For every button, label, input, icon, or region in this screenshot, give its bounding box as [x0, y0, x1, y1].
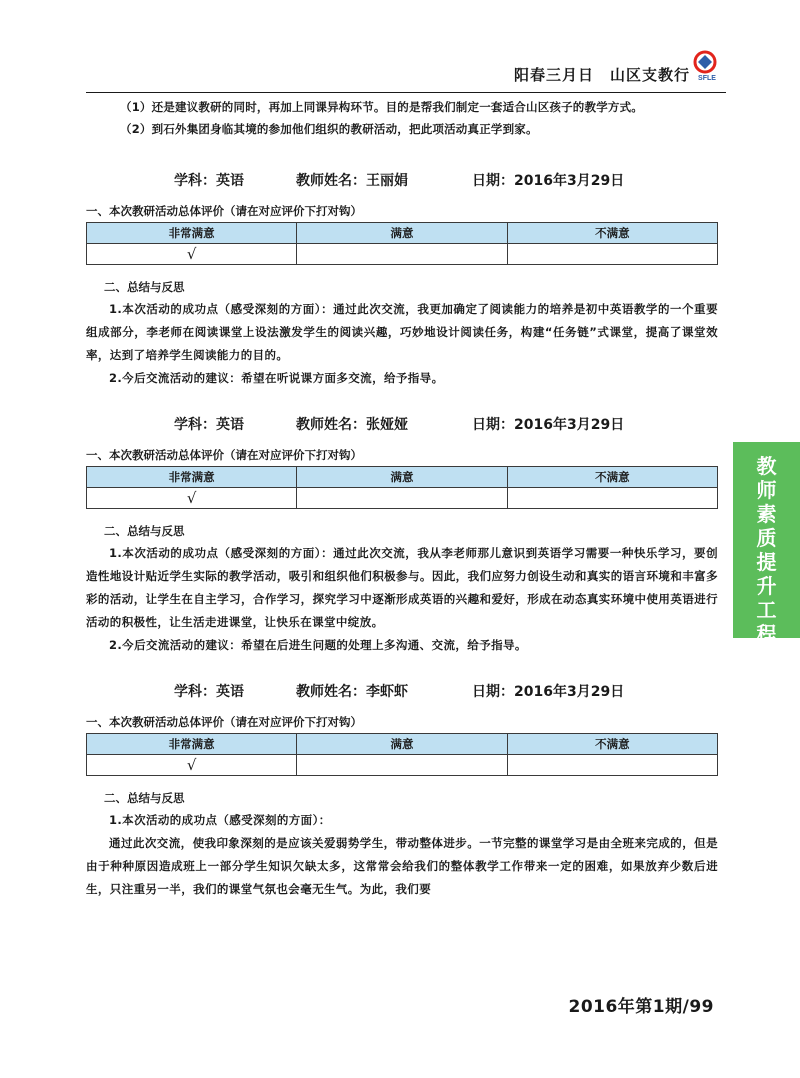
empty-cell — [297, 755, 507, 776]
col-satisfied: 满意 — [297, 734, 507, 755]
teacher-meta — [86, 414, 718, 440]
suggestion-paragraph: 2.今后交流活动的建议：希望在后进生问题的处理上多沟通、交流，给予指导。 — [109, 638, 527, 652]
checkmark-cell: √ — [87, 755, 297, 776]
subject-label: 学科：英语 — [174, 417, 244, 433]
table-row — [87, 488, 718, 509]
evaluation-section — [86, 170, 718, 390]
logo-text: SFLE — [698, 75, 716, 81]
table-header-row — [87, 223, 718, 244]
evaluation-heading: 一、本次教研活动总体评价（请在对应评价下打对钩） — [86, 715, 362, 729]
side-tab-label: 教师素质提升工程 — [756, 454, 777, 646]
success-paragraph: 通过此次交流，使我印象深刻的是应该关爱弱势学生，带动整体进步。一节完整的课堂学习是由全班来完成的，但是由于种种原因造成班上一部分学生知识欠缺太多，这常常会给我们的整体教学工作带来一定的困难，如果放弃少数后进生，只注重另一半，我们的课堂气氛也会毫无生气。为此，我们要 — [86, 836, 718, 896]
subject-label: 学科：英语 — [174, 173, 244, 189]
col-very-satisfied: 非常满意 — [87, 467, 297, 488]
checkmark-cell: √ — [87, 488, 297, 509]
empty-cell — [297, 488, 507, 509]
evaluation-table — [86, 466, 718, 509]
table-row — [87, 244, 718, 265]
success-paragraph: 1.本次活动的成功点（感受深刻的方面）：通过此次交流，我更加确定了阅读能力的培养是初中英语教学的一个重要组成部分，李老师在阅读课堂上设法激发学生的阅读兴趣，巧妙地设计阅读任务，构建“任务链”式课堂，提高了课堂效率，达到了培养学生阅读能力的目的。 — [86, 302, 718, 362]
issue-page-number: 2016年第1期/99 — [568, 997, 714, 1017]
table-header-row — [87, 467, 718, 488]
evaluation-heading: 一、本次教研活动总体评价（请在对应评价下打对钩） — [86, 204, 362, 218]
school-logo — [690, 49, 724, 81]
evaluation-table — [86, 733, 718, 776]
teacher-name: 教师姓名：李虾虾 — [296, 684, 408, 700]
col-satisfied: 满意 — [297, 223, 507, 244]
empty-cell — [297, 244, 507, 265]
activity-date: 日期：2016年3月29日 — [472, 417, 625, 433]
col-very-satisfied: 非常满意 — [87, 734, 297, 755]
section-side-tab — [733, 442, 800, 646]
header-divider — [86, 92, 726, 93]
evaluation-heading: 一、本次教研活动总体评价（请在对应评价下打对钩） — [86, 448, 362, 462]
teacher-name: 教师姓名：王丽娟 — [296, 173, 408, 189]
empty-cell — [507, 244, 717, 265]
magazine-column-title: 阳春三月日 山区支教行 — [513, 66, 690, 84]
teacher-name: 教师姓名：张娅娅 — [296, 417, 408, 433]
col-unsatisfied: 不满意 — [507, 467, 717, 488]
summary-heading: 二、总结与反思 — [104, 280, 185, 294]
evaluation-section — [86, 681, 718, 901]
empty-cell — [507, 488, 717, 509]
teacher-meta — [86, 170, 718, 196]
col-satisfied: 满意 — [297, 467, 507, 488]
evaluation-section — [86, 414, 718, 657]
teacher-meta — [86, 681, 718, 707]
success-paragraph: 1.本次活动的成功点（感受深刻的方面）：通过此次交流，我从李老师那儿意识到英语学习需要一种快乐学习，要创造性地设计贴近学生实际的教学活动，吸引和组织他们积极参与。因此，我们应努力创设生动和真实的语言环境和丰富多彩的活动，让学生在自主学习，合作学习，探究学习中逐渐形成英语的兴趣和爱好，形成在动态真实环境中使用英语进行活动的积极性，让生活走进课堂，让快乐在课堂中绽放。 — [86, 546, 718, 629]
subject-label: 学科：英语 — [174, 684, 244, 700]
activity-date: 日期：2016年3月29日 — [472, 684, 625, 700]
suggestion-paragraph: 2.今后交流活动的建议：希望在听说课方面多交流，给予指导。 — [109, 371, 444, 385]
intro-point-2: （2）到石外集团身临其境的参加他们组织的教研活动，把此项活动真正学到家。 — [120, 122, 538, 136]
intro-point-1: （1）还是建议教研的同时，再加上同课异构环节。目的是帮我们制定一套适合山区孩子的教学方式。 — [120, 100, 643, 114]
evaluation-table — [86, 222, 718, 265]
col-unsatisfied: 不满意 — [507, 734, 717, 755]
article-body — [86, 96, 718, 901]
activity-date: 日期：2016年3月29日 — [472, 173, 625, 189]
col-unsatisfied: 不满意 — [507, 223, 717, 244]
summary-heading: 二、总结与反思 — [104, 524, 185, 538]
summary-heading: 二、总结与反思 — [104, 791, 185, 805]
success-heading-line: 1.本次活动的成功点（感受深刻的方面）： — [109, 813, 331, 827]
col-very-satisfied: 非常满意 — [87, 223, 297, 244]
checkmark-cell: √ — [87, 244, 297, 265]
table-header-row — [87, 734, 718, 755]
empty-cell — [507, 755, 717, 776]
table-row — [87, 755, 718, 776]
